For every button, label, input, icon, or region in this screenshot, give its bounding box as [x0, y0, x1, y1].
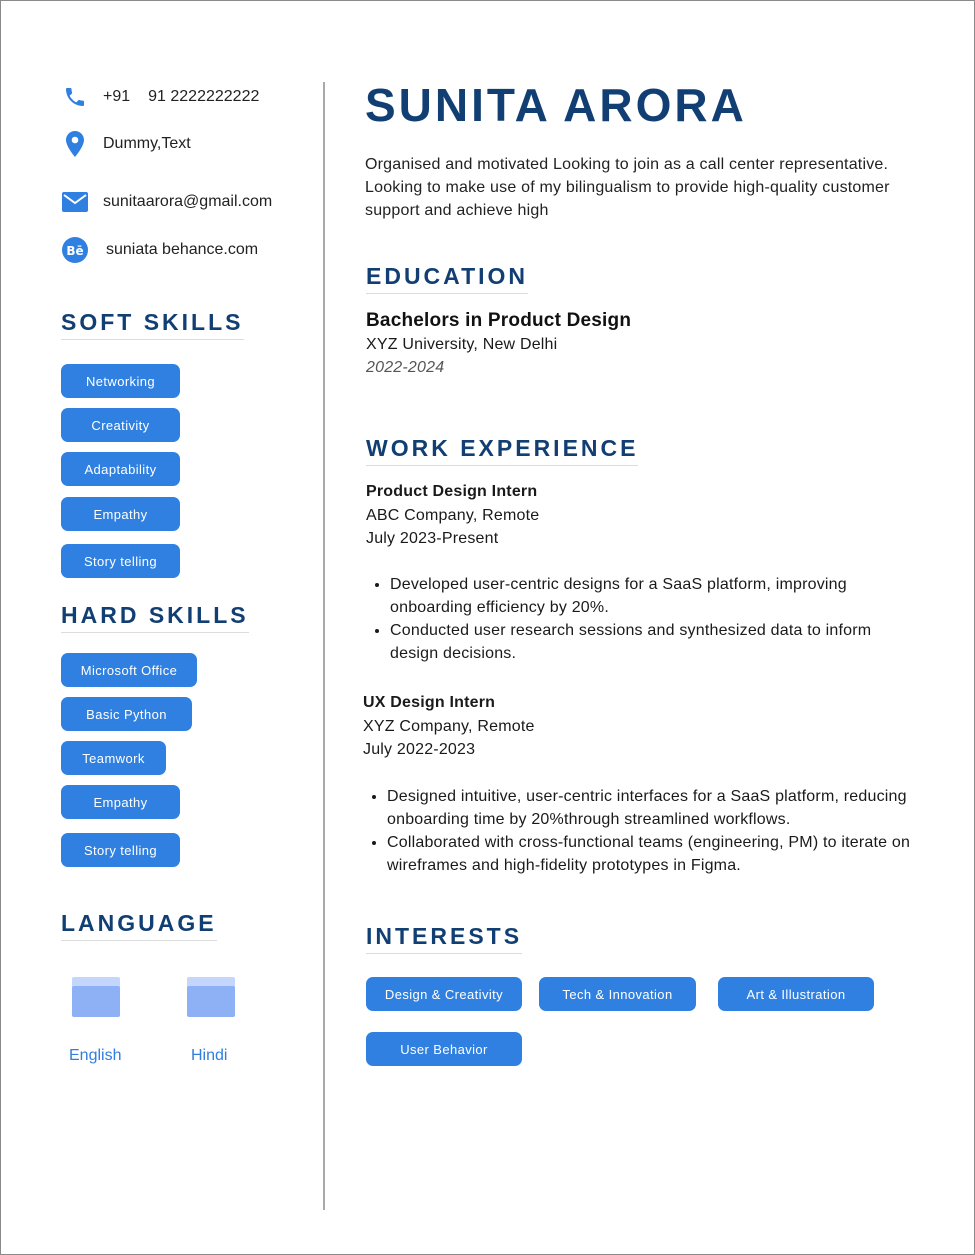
phone-icon — [62, 84, 88, 110]
hard-skill-pill: Story telling — [61, 833, 180, 867]
bullet-item: • Collaborated with cross-functional teams (engineering, PM) to iterate on wireframes and high-fidelity prototypes in Figma. — [387, 831, 942, 877]
behance-icon — [62, 237, 88, 263]
location-pin-icon — [62, 131, 88, 157]
job-role: Product Design Intern — [366, 483, 538, 500]
folder-icon — [72, 977, 120, 1017]
contact-behance — [62, 237, 258, 263]
hard-skill-pill: Teamwork — [61, 741, 166, 775]
language-heading: LANGUAGE — [61, 910, 217, 941]
mail-icon — [62, 189, 88, 215]
contact-email — [62, 189, 272, 215]
education-heading: EDUCATION — [366, 263, 528, 294]
candidate-name: SUNITA ARORA — [365, 79, 747, 131]
school-name: XYZ University, New Delhi — [366, 336, 558, 353]
soft-skill-pill: Creativity — [61, 408, 180, 442]
soft-skill-pill: Networking — [61, 364, 180, 398]
profile-summary: Organised and motivated Looking to join as a call center representative. Looking to make use of my bilingualism to provide high-quality customer support and achieve high — [365, 156, 890, 219]
interest-pill: Art & Illustration — [718, 977, 874, 1011]
language-label: English — [69, 1047, 122, 1064]
language-label: Hindi — [191, 1047, 228, 1064]
phone-code: +91 — [103, 88, 131, 105]
job-role: UX Design Intern — [363, 694, 496, 711]
hard-skill-pill: Basic Python — [61, 697, 192, 731]
bullet-item: • Designed intuitive, user-centric interfaces for a SaaS platform, reducing onboarding time by 20%through streamlined workflows. — [387, 785, 942, 831]
hard-skill-pill: Microsoft Office — [61, 653, 197, 687]
soft-skill-pill: Adaptability — [61, 452, 180, 486]
interests-heading: INTERESTS — [366, 923, 522, 954]
soft-skill-pill: Empathy — [61, 497, 180, 531]
svg-text:Bē: Bē — [66, 244, 84, 258]
work-experience-heading: WORK EXPERIENCE — [366, 435, 638, 466]
education-years: 2022-2024 — [366, 359, 445, 376]
phone-number: 91 2222222222 — [148, 88, 260, 105]
soft-skill-pill: Story telling — [61, 544, 180, 578]
job-dates: July 2022-2023 — [363, 741, 476, 758]
job-dates: July 2023-Present — [366, 530, 499, 547]
bullet-item: • Conducted user research sessions and synthesized data to inform design decisions. — [390, 619, 910, 665]
soft-skills-heading: SOFT SKILLS — [61, 309, 244, 340]
interest-pill: User Behavior — [366, 1032, 522, 1066]
job-bullets — [363, 785, 942, 877]
address-text: Dummy,Text — [103, 135, 191, 152]
hard-skill-pill: Empathy — [61, 785, 180, 819]
interest-pill: Tech & Innovation — [539, 977, 696, 1011]
bullet-item: • Developed user-centric designs for a SaaS platform, improving onboarding efficiency by 20%. — [390, 573, 910, 619]
job-company: XYZ Company, Remote — [363, 718, 535, 735]
column-divider — [323, 82, 325, 1210]
contact-phone — [62, 84, 259, 110]
behance-text: suniata behance.com — [106, 241, 259, 258]
contact-address — [62, 131, 191, 157]
job-company: ABC Company, Remote — [366, 507, 540, 524]
degree-title: Bachelors in Product Design — [366, 310, 632, 331]
interest-pill: Design & Creativity — [366, 977, 522, 1011]
job-bullets — [366, 573, 910, 665]
hard-skills-heading: HARD SKILLS — [61, 602, 249, 633]
folder-icon — [187, 977, 235, 1017]
email-text: sunitaarora@gmail.com — [103, 193, 273, 210]
